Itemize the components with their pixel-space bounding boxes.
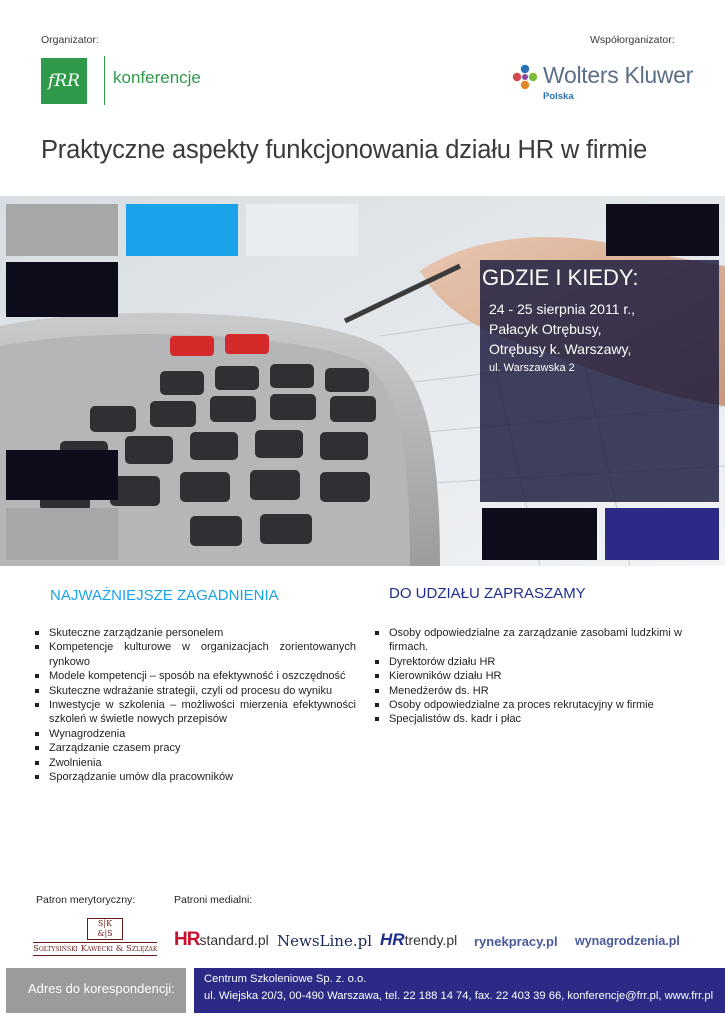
list-item: Specjalistów ds. kadr i płac bbox=[374, 712, 682, 726]
sks-name: Sołtysiński Kawecki & Szlęzak bbox=[33, 944, 158, 954]
list-item: Osoby odpowiedzialne za proces rekrutacyjny w firmie bbox=[374, 698, 682, 712]
topics-list bbox=[34, 626, 356, 784]
list-item: Kompetencje kulturowe w organizacjach zorientowanych rynkowo bbox=[34, 640, 356, 669]
hrtrendy-logo bbox=[380, 930, 457, 950]
tile-black bbox=[606, 204, 719, 256]
hrstandard-hr: HR bbox=[174, 929, 200, 950]
wolters-kluwer-name: Wolters Kluwer bbox=[543, 62, 694, 88]
frr-brand-text: konferencje bbox=[113, 68, 201, 87]
frr-logo: fRR bbox=[41, 58, 87, 104]
tile-black-4 bbox=[482, 508, 597, 560]
hero-image bbox=[0, 196, 725, 566]
event-venue: Pałacyk Otrębusy, bbox=[489, 321, 602, 337]
list-item: Modele kompetencji – sposób na efektywność i oszczędność bbox=[34, 669, 356, 683]
wolters-kluwer-country: Polska bbox=[543, 91, 574, 102]
tile-cyan bbox=[126, 204, 238, 256]
tile-navy bbox=[605, 508, 719, 560]
tile-grey bbox=[6, 204, 118, 256]
list-item: Kierowników działu HR bbox=[374, 669, 682, 683]
footer-label-box bbox=[6, 968, 186, 1013]
event-town: Otrębusy k. Warszawy, bbox=[489, 341, 632, 357]
event-date: 24 - 25 sierpnia 2011 r., bbox=[489, 301, 636, 317]
list-item: Zwolnienia bbox=[34, 756, 356, 770]
info-panel bbox=[480, 260, 719, 502]
audience-list bbox=[374, 626, 682, 727]
list-item: Skuteczne zarządzanie personelem bbox=[34, 626, 356, 640]
when-where-heading: GDZIE I KIEDY: bbox=[482, 265, 639, 290]
list-item: Inwestycje w szkolenia – możliwości mierzenia efektywności szkoleń w świetle nowych przepisów bbox=[34, 698, 356, 727]
merit-patron-label: Patron merytoryczny: bbox=[36, 894, 136, 906]
tile-grey-2 bbox=[6, 508, 118, 560]
footer-address-box bbox=[194, 968, 725, 1013]
hrstandard-text: standard.pl bbox=[199, 932, 269, 948]
list-item: Osoby odpowiedzialne za zarządzanie zasobami ludzkimi w firmach. bbox=[374, 626, 682, 655]
tile-black-2 bbox=[6, 262, 118, 317]
sks-logo-mark bbox=[87, 918, 123, 940]
hrstandard-logo bbox=[174, 929, 269, 951]
tile-black-3 bbox=[6, 450, 118, 500]
wolters-kluwer-logo-icon bbox=[512, 64, 538, 90]
list-item: Sporządzanie umów dla pracowników bbox=[34, 770, 356, 784]
hrtrendy-text: trendy.pl bbox=[404, 932, 458, 948]
page-title: Praktyczne aspekty funkcjonowania działu HR w firmie bbox=[41, 136, 648, 164]
footer-address: ul. Wiejska 20/3, 00-490 Warszawa, tel. 22 188 14 74, fax. 22 403 39 66, konferencje@frr.pl, www.frr.pl bbox=[204, 990, 714, 1002]
tile-light bbox=[246, 204, 358, 256]
list-item: Wynagrodzenia bbox=[34, 727, 356, 741]
sks-mark-bottom: &|S bbox=[97, 929, 113, 938]
list-item: Menedżerów ds. HR bbox=[374, 684, 682, 698]
frr-divider bbox=[104, 56, 105, 105]
list-item: Dyrektorów działu HR bbox=[374, 655, 682, 669]
topics-heading: NAJWAŻNIEJSZE ZAGADNIENIA bbox=[50, 587, 279, 604]
hrtrendy-hr: HR bbox=[380, 930, 405, 949]
footer-company: Centrum Szkoleniowe Sp. z. o.o. bbox=[204, 973, 367, 985]
media-patrons-label: Patroni medialni: bbox=[174, 894, 253, 906]
organizer-label: Organizator: bbox=[41, 34, 99, 46]
newsline-logo: NewsLine.pl bbox=[277, 932, 373, 950]
footer-label: Adres do korespondencji: bbox=[28, 981, 175, 996]
wynagrodzenia-logo: wynagrodzenia.pl bbox=[575, 934, 680, 948]
rynekpracy-logo: rynekpracy.pl bbox=[474, 934, 558, 949]
audience-heading: DO UDZIAŁU ZAPRASZAMY bbox=[389, 585, 586, 602]
sks-mark-top: S|K bbox=[97, 919, 113, 928]
coorganizer-label: Współorganizator: bbox=[590, 34, 675, 46]
list-item: Skuteczne wdrażanie strategii, czyli od procesu do wyniku bbox=[34, 684, 356, 698]
event-street: ul. Warszawska 2 bbox=[489, 362, 575, 374]
list-item: Zarządzanie czasem pracy bbox=[34, 741, 356, 755]
